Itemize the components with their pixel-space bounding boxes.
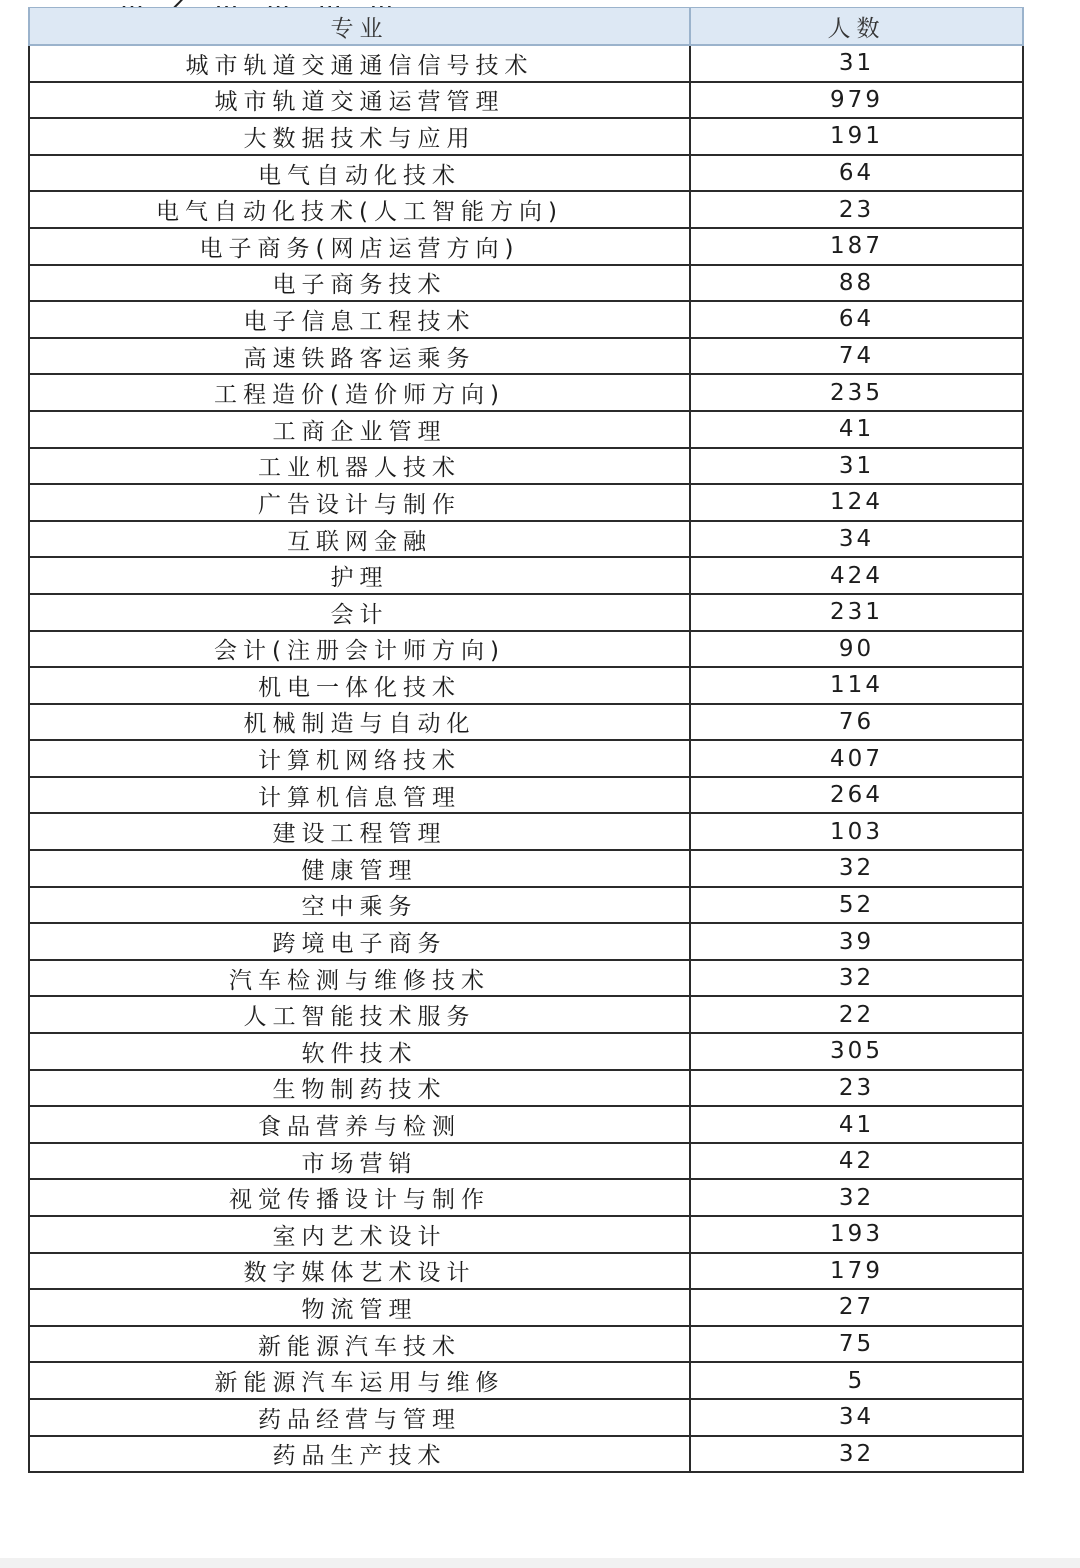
table-row bbox=[29, 1362, 1023, 1399]
table-body bbox=[29, 45, 1023, 1472]
table-row bbox=[29, 45, 1023, 82]
table-row bbox=[29, 301, 1023, 338]
header-major: 专业 bbox=[29, 8, 690, 46]
major-cell: 机械制造与自动化 bbox=[29, 704, 690, 741]
count-cell: 191 bbox=[690, 118, 1023, 155]
count-cell: 31 bbox=[690, 45, 1023, 82]
count-cell: 231 bbox=[690, 594, 1023, 631]
count-cell: 88 bbox=[690, 265, 1023, 302]
count-cell: 90 bbox=[690, 631, 1023, 668]
table-row bbox=[29, 484, 1023, 521]
count-cell: 41 bbox=[690, 1106, 1023, 1143]
table-row bbox=[29, 1143, 1023, 1180]
major-cell: 人工智能技术服务 bbox=[29, 996, 690, 1033]
table-row bbox=[29, 667, 1023, 704]
count-cell: 124 bbox=[690, 484, 1023, 521]
major-cell: 数字媒体艺术设计 bbox=[29, 1253, 690, 1290]
count-cell: 34 bbox=[690, 521, 1023, 558]
major-cell: 市场营销 bbox=[29, 1143, 690, 1180]
count-cell: 5 bbox=[690, 1362, 1023, 1399]
table-row bbox=[29, 338, 1023, 375]
header-count: 人数 bbox=[690, 8, 1023, 46]
bottom-page-edge bbox=[0, 1558, 1080, 1568]
table-row bbox=[29, 594, 1023, 631]
count-cell: 39 bbox=[690, 923, 1023, 960]
count-cell: 74 bbox=[690, 338, 1023, 375]
major-cell: 汽车检测与维修技术 bbox=[29, 960, 690, 997]
table-row bbox=[29, 521, 1023, 558]
major-cell: 视觉传播设计与制作 bbox=[29, 1179, 690, 1216]
major-cell: 工商企业管理 bbox=[29, 411, 690, 448]
table-row bbox=[29, 887, 1023, 924]
major-cell: 工业机器人技术 bbox=[29, 448, 690, 485]
major-cell: 新能源汽车运用与维修 bbox=[29, 1362, 690, 1399]
count-cell: 979 bbox=[690, 82, 1023, 119]
major-cell: 软件技术 bbox=[29, 1033, 690, 1070]
table-row bbox=[29, 1106, 1023, 1143]
major-cell: 会计(注册会计师方向) bbox=[29, 631, 690, 668]
major-cell: 城市轨道交通运营管理 bbox=[29, 82, 690, 119]
table-row bbox=[29, 1033, 1023, 1070]
count-cell: 32 bbox=[690, 960, 1023, 997]
count-cell: 64 bbox=[690, 155, 1023, 192]
table-row bbox=[29, 1399, 1023, 1436]
table-row bbox=[29, 1070, 1023, 1107]
table-row bbox=[29, 557, 1023, 594]
table-row bbox=[29, 1326, 1023, 1363]
major-cell: 药品生产技术 bbox=[29, 1436, 690, 1473]
major-cell: 机电一体化技术 bbox=[29, 667, 690, 704]
count-cell: 27 bbox=[690, 1289, 1023, 1326]
table-row bbox=[29, 374, 1023, 411]
major-cell: 食品营养与检测 bbox=[29, 1106, 690, 1143]
table-row bbox=[29, 448, 1023, 485]
table-row bbox=[29, 1179, 1023, 1216]
count-cell: 264 bbox=[690, 777, 1023, 814]
major-cell: 电子信息工程技术 bbox=[29, 301, 690, 338]
major-cell: 物流管理 bbox=[29, 1289, 690, 1326]
table-row bbox=[29, 923, 1023, 960]
major-cell: 计算机信息管理 bbox=[29, 777, 690, 814]
major-cell: 互联网金融 bbox=[29, 521, 690, 558]
table-row bbox=[29, 996, 1023, 1033]
count-cell: 23 bbox=[690, 191, 1023, 228]
table-row bbox=[29, 1216, 1023, 1253]
table-row bbox=[29, 118, 1023, 155]
table-row bbox=[29, 82, 1023, 119]
count-cell: 179 bbox=[690, 1253, 1023, 1290]
table-row bbox=[29, 704, 1023, 741]
major-cell: 生物制药技术 bbox=[29, 1070, 690, 1107]
major-cell: 计算机网络技术 bbox=[29, 740, 690, 777]
major-cell: 工程造价(造价师方向) bbox=[29, 374, 690, 411]
table-row bbox=[29, 740, 1023, 777]
major-cell: 新能源汽车技术 bbox=[29, 1326, 690, 1363]
count-cell: 42 bbox=[690, 1143, 1023, 1180]
count-cell: 23 bbox=[690, 1070, 1023, 1107]
count-cell: 76 bbox=[690, 704, 1023, 741]
major-cell: 大数据技术与应用 bbox=[29, 118, 690, 155]
table-row bbox=[29, 191, 1023, 228]
major-cell: 空中乘务 bbox=[29, 887, 690, 924]
major-cell: 护理 bbox=[29, 557, 690, 594]
count-cell: 114 bbox=[690, 667, 1023, 704]
count-cell: 103 bbox=[690, 813, 1023, 850]
count-cell: 32 bbox=[690, 850, 1023, 887]
table-row bbox=[29, 960, 1023, 997]
table-row bbox=[29, 411, 1023, 448]
major-cell: 建设工程管理 bbox=[29, 813, 690, 850]
major-cell: 药品经营与管理 bbox=[29, 1399, 690, 1436]
count-cell: 187 bbox=[690, 228, 1023, 265]
majors-table bbox=[28, 7, 1024, 1473]
table-row bbox=[29, 850, 1023, 887]
table-row bbox=[29, 631, 1023, 668]
count-cell: 34 bbox=[690, 1399, 1023, 1436]
count-cell: 32 bbox=[690, 1436, 1023, 1473]
count-cell: 52 bbox=[690, 887, 1023, 924]
major-cell: 电子商务(网店运营方向) bbox=[29, 228, 690, 265]
major-cell: 会计 bbox=[29, 594, 690, 631]
count-cell: 305 bbox=[690, 1033, 1023, 1070]
major-cell: 电气自动化技术(人工智能方向) bbox=[29, 191, 690, 228]
count-cell: 64 bbox=[690, 301, 1023, 338]
major-cell: 广告设计与制作 bbox=[29, 484, 690, 521]
major-cell: 高速铁路客运乘务 bbox=[29, 338, 690, 375]
table-row bbox=[29, 155, 1023, 192]
table-row bbox=[29, 228, 1023, 265]
major-cell: 室内艺术设计 bbox=[29, 1216, 690, 1253]
major-cell: 跨境电子商务 bbox=[29, 923, 690, 960]
count-cell: 235 bbox=[690, 374, 1023, 411]
count-cell: 424 bbox=[690, 557, 1023, 594]
count-cell: 193 bbox=[690, 1216, 1023, 1253]
major-cell: 电气自动化技术 bbox=[29, 155, 690, 192]
count-cell: 32 bbox=[690, 1179, 1023, 1216]
major-cell: 城市轨道交通通信信号技术 bbox=[29, 45, 690, 82]
table-header bbox=[29, 8, 1023, 46]
major-cell: 电子商务技术 bbox=[29, 265, 690, 302]
count-cell: 31 bbox=[690, 448, 1023, 485]
table-row bbox=[29, 265, 1023, 302]
count-cell: 22 bbox=[690, 996, 1023, 1033]
table-row bbox=[29, 813, 1023, 850]
count-cell: 75 bbox=[690, 1326, 1023, 1363]
table-row bbox=[29, 1253, 1023, 1290]
major-cell: 健康管理 bbox=[29, 850, 690, 887]
table-row bbox=[29, 1436, 1023, 1473]
table-row bbox=[29, 777, 1023, 814]
count-cell: 407 bbox=[690, 740, 1023, 777]
header-row bbox=[29, 8, 1023, 46]
count-cell: 41 bbox=[690, 411, 1023, 448]
table-row bbox=[29, 1289, 1023, 1326]
